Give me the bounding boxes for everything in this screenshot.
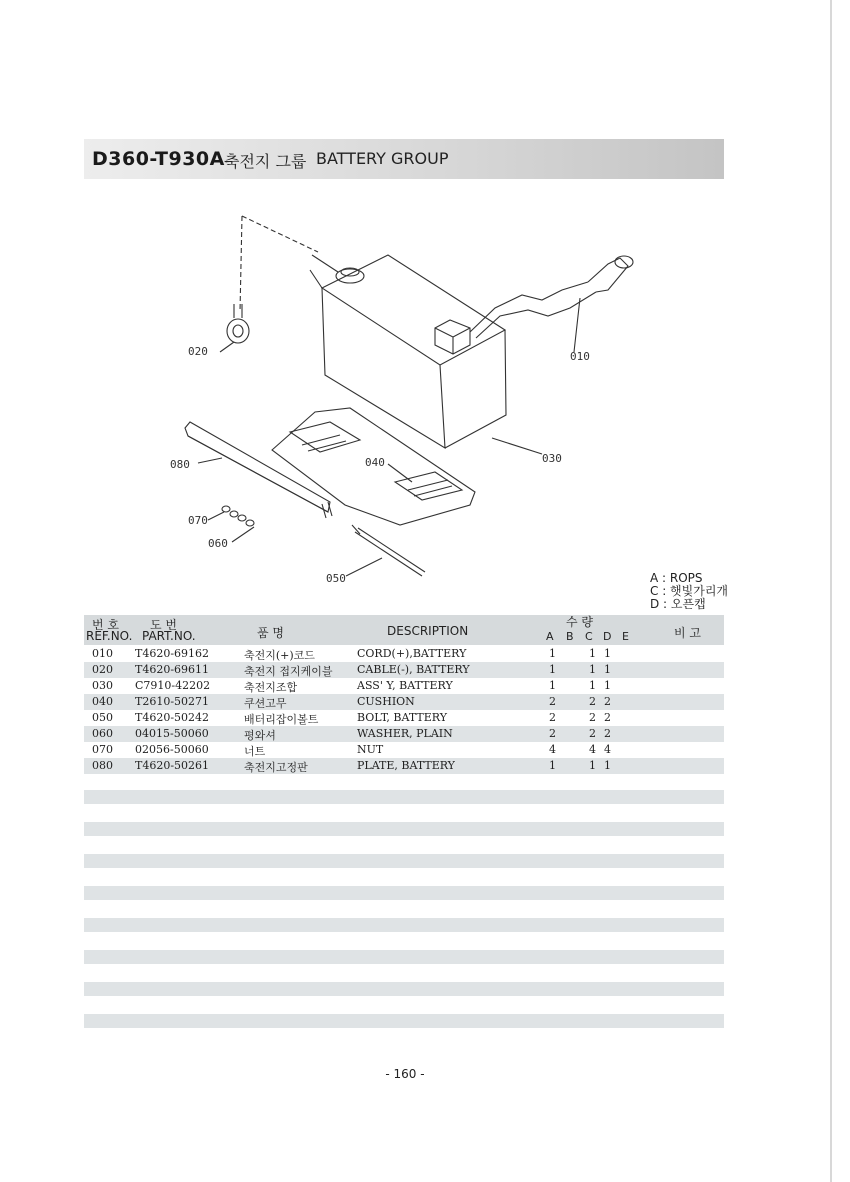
leader-line	[346, 558, 382, 576]
ref-no-cell: 080	[92, 759, 113, 772]
leader-line	[574, 298, 580, 352]
empty-table-band	[84, 950, 724, 964]
part-name-cell: 축전지고정판	[244, 761, 308, 774]
group-title-korean: 축전지 그룹	[224, 152, 307, 171]
empty-table-band	[84, 886, 724, 900]
part-no-cell: 02056-50060	[135, 743, 209, 756]
washer-nut-part	[222, 506, 254, 526]
table-row	[84, 726, 724, 742]
qty-c-cell: 2	[589, 695, 596, 708]
qty-c-cell: 1	[589, 647, 596, 660]
empty-table-band	[84, 790, 724, 804]
qty-c-cell: 1	[589, 759, 596, 772]
header-description: DESCRIPTION	[387, 624, 469, 638]
ref-no-cell: 070	[92, 743, 113, 756]
qty-d-cell: 1	[604, 759, 611, 772]
qty-d-cell: 1	[604, 679, 611, 692]
legend-entry: D : 오픈캡	[650, 597, 706, 611]
leader-line	[208, 512, 224, 520]
battery-plate-part	[185, 422, 332, 518]
part-no-cell: T4620-69162	[135, 647, 210, 660]
ref-no-cell: 020	[92, 663, 113, 676]
callout-080: 080	[170, 458, 190, 471]
qty-d-cell: 2	[604, 727, 611, 740]
qty-a-cell: 1	[549, 679, 556, 692]
variant-legend	[650, 572, 728, 611]
description-cell: PLATE, BATTERY	[357, 759, 455, 772]
part-name-cell: 축전지(+)코드	[244, 649, 315, 662]
qty-d-cell: 4	[604, 743, 611, 756]
qty-c-cell: 1	[589, 679, 596, 692]
ref-no-cell: 060	[92, 727, 113, 740]
part-no-cell: 04015-50060	[135, 727, 209, 740]
page-number: - 160 -	[385, 1067, 425, 1081]
header-qty-e: E	[622, 630, 629, 643]
part-name-cell: 쿠션고무	[244, 697, 287, 710]
leader-line	[492, 438, 542, 454]
header-part-no: PART.NO.	[142, 629, 196, 643]
description-cell: CUSHION	[357, 695, 415, 708]
part-no-cell: T4620-50261	[135, 759, 210, 772]
header-qty-b: B	[566, 630, 574, 643]
group-title-english: BATTERY GROUP	[316, 149, 449, 168]
part-name-cell: 축전지조합	[244, 681, 298, 694]
table-row	[84, 678, 724, 694]
battery-cord-part	[470, 256, 633, 338]
header-qty-d: D	[603, 630, 612, 643]
qty-a-cell: 2	[549, 711, 556, 724]
description-cell: NUT	[357, 743, 384, 756]
table-row	[84, 662, 724, 678]
battery-bolt-part	[352, 525, 425, 576]
ref-no-cell: 040	[92, 695, 113, 708]
table-row	[84, 646, 724, 662]
callout-020: 020	[188, 345, 208, 358]
qty-a-cell: 2	[549, 727, 556, 740]
parts-table-header	[84, 615, 724, 645]
title-bar	[84, 139, 724, 179]
qty-a-cell: 1	[549, 663, 556, 676]
header-part-korean: 도 번	[150, 618, 177, 632]
leader-line	[388, 464, 412, 482]
legend-entry: C : 햇빛가리개	[650, 584, 729, 598]
table-row	[84, 742, 724, 758]
empty-table-band	[84, 854, 724, 868]
callout-060: 060	[208, 537, 228, 550]
table-row	[84, 694, 724, 710]
model-code: D360-T930A	[92, 148, 225, 170]
qty-a-cell: 1	[549, 647, 556, 660]
description-cell: BOLT, BATTERY	[357, 711, 447, 724]
description-cell: CABLE(-), BATTERY	[357, 663, 470, 676]
part-no-cell: T4620-69611	[135, 663, 210, 676]
table-row	[84, 758, 724, 774]
ref-no-cell: 010	[92, 647, 113, 660]
qty-c-cell: 1	[589, 663, 596, 676]
part-no-cell: C7910-42202	[135, 679, 211, 692]
table-row	[84, 710, 724, 726]
empty-table-band	[84, 1014, 724, 1028]
leader-line	[232, 527, 254, 542]
empty-table-band	[84, 918, 724, 932]
header-quantity-korean: 수 량	[566, 615, 593, 629]
part-name-cell: 축전지 접지케이블	[244, 665, 333, 678]
dashed-guide-line	[240, 216, 242, 312]
callout-040: 040	[365, 456, 385, 469]
qty-a-cell: 1	[549, 759, 556, 772]
qty-c-cell: 2	[589, 711, 596, 724]
header-ref-no: REF.NO.	[86, 629, 133, 643]
ref-no-cell: 050	[92, 711, 113, 724]
callout-050: 050	[326, 572, 346, 585]
battery-part	[310, 255, 506, 448]
ref-no-cell: 030	[92, 679, 113, 692]
qty-c-cell: 2	[589, 727, 596, 740]
qty-d-cell: 1	[604, 663, 611, 676]
qty-a-cell: 4	[549, 743, 556, 756]
description-cell: WASHER, PLAIN	[357, 727, 453, 740]
part-no-cell: T4620-50242	[135, 711, 210, 724]
battery-exploded-diagram	[150, 200, 650, 595]
part-name-cell: 너트	[244, 745, 266, 758]
empty-table-band	[84, 822, 724, 836]
leader-line	[220, 342, 234, 352]
callout-070: 070	[188, 514, 208, 527]
callout-010: 010	[570, 350, 590, 363]
description-cell: CORD(+),BATTERY	[357, 647, 467, 660]
page-edge	[830, 0, 832, 1182]
part-name-cell: 평와셔	[244, 729, 276, 742]
callout-030: 030	[542, 452, 562, 465]
cable-terminal-part	[227, 304, 249, 343]
qty-d-cell: 2	[604, 695, 611, 708]
header-ref-korean: 번 호	[92, 618, 119, 632]
dashed-guide-line	[242, 216, 318, 252]
empty-table-band	[84, 982, 724, 996]
header-qty-c: C	[585, 630, 593, 643]
header-name-korean: 품 명	[257, 626, 284, 640]
qty-a-cell: 2	[549, 695, 556, 708]
part-name-cell: 배터리잡이볼트	[244, 713, 319, 726]
part-no-cell: T2610-50271	[135, 695, 210, 708]
leader-line	[198, 458, 222, 463]
qty-d-cell: 2	[604, 711, 611, 724]
header-remarks: 비 고	[674, 626, 701, 640]
qty-c-cell: 4	[589, 743, 596, 756]
legend-entry: A : ROPS	[650, 571, 703, 585]
qty-d-cell: 1	[604, 647, 611, 660]
header-qty-a: A	[546, 630, 554, 643]
description-cell: ASS' Y, BATTERY	[357, 679, 453, 692]
